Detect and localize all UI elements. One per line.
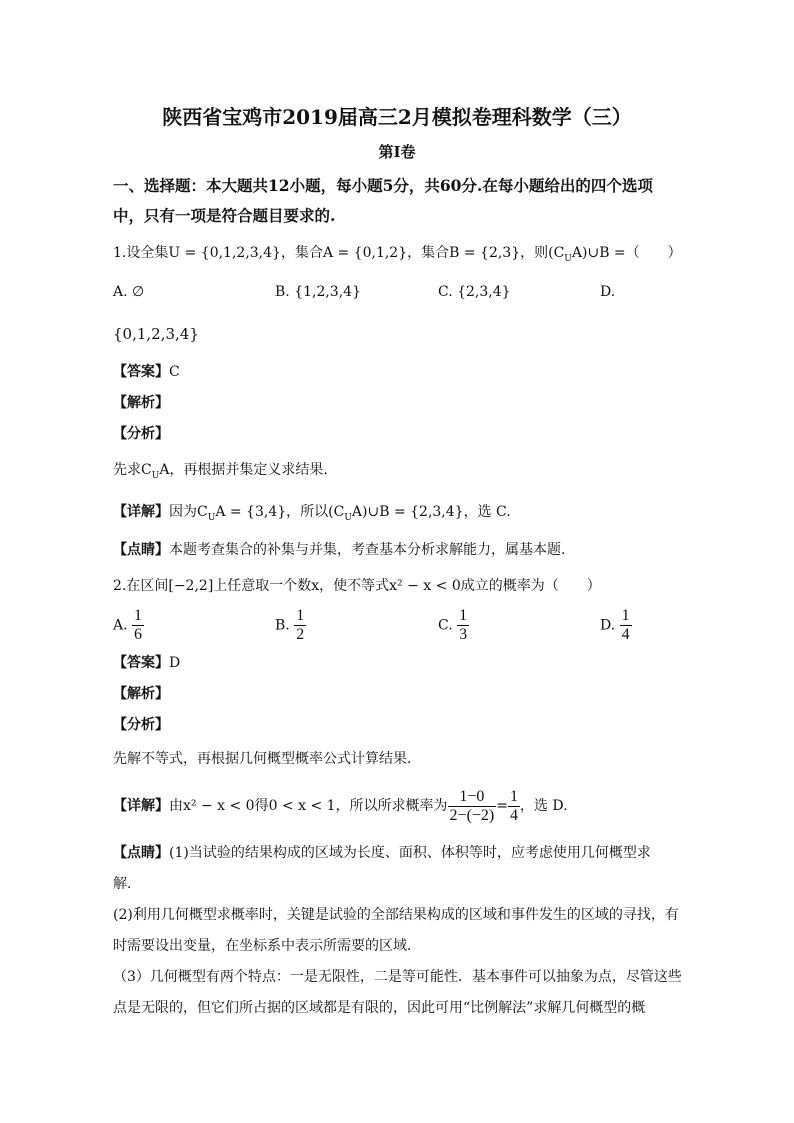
q2-detail-frac2-num: 1 bbox=[509, 787, 518, 805]
q2-option-c-den: 3 bbox=[459, 626, 468, 643]
q2-option-a bbox=[113, 607, 144, 644]
section-instructions-line1: 一、选择题：本大题共12小题，每小题5分，共60分.在每小题给出的四个选项 bbox=[113, 176, 653, 195]
q1-answer-value: C bbox=[169, 364, 180, 380]
q2-option-b-fraction bbox=[294, 607, 306, 644]
q2-dianjing-1a-text: (1)当试验的结果构成的区域为长度、面积、体积等时，应考虑使用几何概型求 bbox=[169, 845, 651, 861]
q2-option-d-label: D. bbox=[600, 617, 616, 634]
q2-option-a-num: 1 bbox=[134, 607, 143, 624]
q2-option-c-num: 1 bbox=[459, 607, 468, 624]
q2-option-b-den: 2 bbox=[296, 626, 305, 643]
q2-dianjing-2b: 时需要设出变量，在坐标系中表示所需要的区域． bbox=[113, 938, 421, 954]
q2-option-c-label: C. bbox=[438, 617, 453, 634]
q1-detail bbox=[113, 502, 511, 528]
q1-dianjing bbox=[113, 540, 565, 560]
q1-detail-a: 因为C bbox=[169, 504, 208, 520]
q2-detail-b: ，选 D. bbox=[519, 798, 568, 814]
q2-option-b-num: 1 bbox=[296, 607, 305, 624]
q1-stem-text: 1.设全集U = {0,1,2,3,4}，集合A = {0,1,2}，集合B = {2,3}，则(C bbox=[113, 245, 565, 261]
q1-detail-c: A)∪B = {2,3,4}，选 C. bbox=[351, 504, 511, 520]
q1-option-a: A. ∅ bbox=[113, 284, 145, 300]
q2-detail-fraction2 bbox=[508, 788, 520, 825]
q2-detail-eq: = bbox=[496, 798, 508, 814]
q2-dianjing-3a: （3）几何概型有两个特点：一是无限性，二是等可能性．基本事件可以抽象为点，尽管这些 bbox=[113, 969, 682, 985]
q1-stem-tail: A)∪B =（ ） bbox=[571, 245, 682, 261]
volume-heading: 第Ⅰ卷 bbox=[378, 143, 416, 161]
q2-fenxi-label: 【分析】 bbox=[113, 717, 169, 733]
q2-detail-label: 【详解】 bbox=[113, 798, 169, 814]
q2-option-c-fraction bbox=[457, 607, 469, 644]
q1-fenxi bbox=[113, 460, 328, 486]
q2-dianjing-label: 【点睛】 bbox=[113, 845, 169, 861]
section-instructions-line2: 中，只有一项是符合题目要求的. bbox=[113, 206, 336, 225]
q1-detail-b: A = {3,4}，所以(C bbox=[215, 504, 345, 520]
q1-option-c: C. {2,3,4} bbox=[438, 284, 511, 300]
q2-option-d bbox=[600, 607, 632, 644]
q1-fenxi-pre: 先求C bbox=[113, 462, 152, 478]
q2-jiexi-label: 【解析】 bbox=[113, 686, 169, 702]
document-title: 陕西省宝鸡市2019届高三2月模拟卷理科数学（三） bbox=[162, 105, 632, 129]
q2-option-d-fraction bbox=[620, 607, 632, 644]
q2-answer-value: D bbox=[169, 655, 181, 671]
q2-option-a-den: 6 bbox=[134, 626, 143, 643]
q2-detail-frac-den: 2−(−2) bbox=[449, 806, 495, 824]
q2-dianjing-3b: 点是无限的，但它们所占据的区域都是有限的，因此可用“比例解法”求解几何概型的概 bbox=[113, 1000, 646, 1016]
q1-dianjing-label: 【点睛】 bbox=[113, 542, 169, 558]
q2-detail bbox=[113, 784, 568, 828]
q1-stem-sub: U bbox=[564, 253, 572, 264]
q2-option-d-num: 1 bbox=[621, 607, 630, 624]
q1-fenxi-post: A，再根据并集定义求结果. bbox=[159, 462, 328, 478]
q1-answer bbox=[113, 362, 180, 382]
q2-dianjing-1b: 解． bbox=[113, 876, 141, 892]
q1-option-b: B. {1,2,3,4} bbox=[275, 284, 361, 300]
q2-fenxi: 先解不等式，再根据几何概型概率公式计算结果. bbox=[113, 751, 412, 767]
q2-option-b bbox=[275, 607, 306, 644]
q2-option-b-label: B. bbox=[275, 617, 290, 634]
q1-detail-sub2: U bbox=[344, 512, 352, 523]
q2-option-a-fraction bbox=[132, 607, 144, 644]
q2-detail-frac2-den: 4 bbox=[509, 806, 518, 824]
q2-stem: 2.在区间[−2,2]上任意取一个数x，使不等式x² − x < 0成立的概率为（ ） bbox=[113, 578, 601, 594]
q2-detail-fraction bbox=[448, 788, 497, 825]
q2-detail-a: 由x² − x < 0得0 < x < 1，所以所求概率为 bbox=[169, 798, 448, 814]
q1-detail-label: 【详解】 bbox=[113, 504, 169, 520]
q2-dianjing-2a: (2)利用几何概型求概率时，关键是试验的全部结果构成的区域和事件发生的区域的寻找，有 bbox=[113, 907, 679, 923]
q2-option-d-den: 4 bbox=[621, 626, 630, 643]
q1-stem bbox=[113, 243, 682, 269]
q2-answer-label: 【答案】 bbox=[113, 655, 169, 671]
q1-answer-label: 【答案】 bbox=[113, 364, 169, 380]
q2-answer bbox=[113, 653, 180, 673]
q1-detail-sub: U bbox=[207, 512, 216, 523]
q1-option-d-value: {0,1,2,3,4} bbox=[113, 325, 199, 343]
q2-option-c bbox=[438, 607, 469, 644]
q1-jiexi-label: 【解析】 bbox=[113, 395, 169, 411]
q2-dianjing-1a bbox=[113, 843, 651, 863]
q2-detail-frac-num: 1−0 bbox=[448, 788, 497, 807]
q1-option-d: D. bbox=[600, 284, 616, 300]
q1-fenxi-label: 【分析】 bbox=[113, 426, 169, 442]
q2-option-a-label: A. bbox=[113, 617, 128, 634]
q1-fenxi-sub: U bbox=[151, 470, 160, 481]
q1-dianjing-text: 本题考查集合的补集与并集，考查基本分析求解能力，属基本题. bbox=[169, 542, 566, 558]
